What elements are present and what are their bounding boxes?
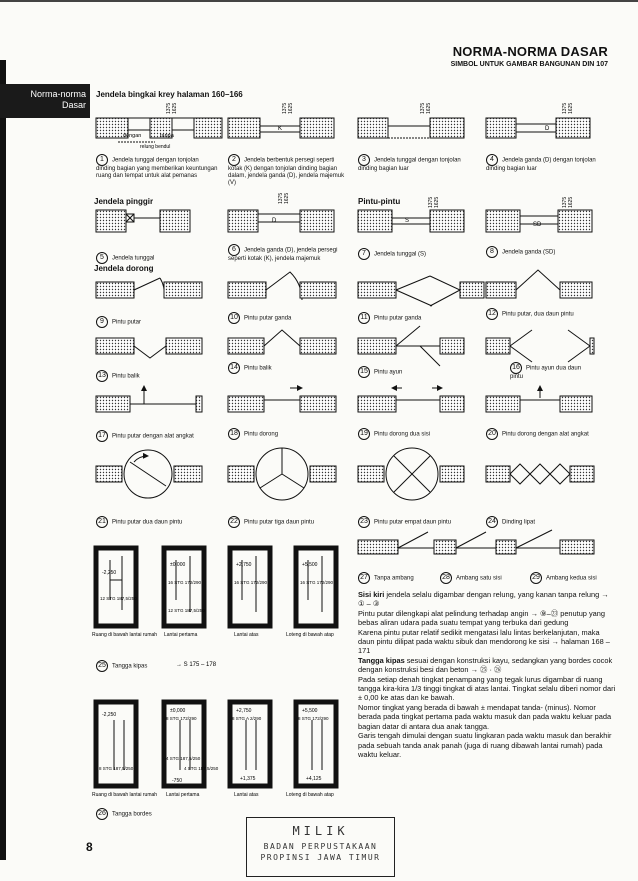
caption-27-number: 27 [358,572,370,584]
caption-5-number: 5 [96,252,108,264]
door-21 [96,450,202,498]
bordes-level-2: ±0,000 [170,708,186,714]
body-para-3 [358,628,616,656]
dim-1375-c: 1375 [420,102,426,114]
bordes-label-4: Loteng di bawah atap [286,792,334,798]
door-12 [486,270,592,298]
caption-15-text: Pintu ayun [374,369,403,376]
caption-1 [96,154,218,180]
caption-19-text: Pintu dorong dua sisi [374,431,431,438]
kipas-stg-5: 16 STG 172/290 [300,580,334,585]
dim-1375-f: 1375 [428,196,434,208]
dim-1625-d: 1625 [568,102,574,114]
kipas-stg-3: 12 STG 187,5/250 [168,608,205,613]
bordes-label-3: Lantai atas [234,792,259,798]
stamp-line-3: PROPINSI JAWA TIMUR [260,853,381,862]
dim-1375-d: 1375 [562,102,568,114]
caption-10 [228,312,318,324]
caption-1-text: Jendela tunggal dengan tonjolan dinding bagian yang memberikan keuntungan ruang dan tempat untuk alat pemanas [96,157,218,179]
dimension-marks-row2 [278,193,574,208]
door-29 [516,530,594,554]
body-para-4-bold: Tangga kipas [358,655,405,665]
caption-3 [358,154,480,173]
label-d-4: D [545,126,550,132]
bordes-level-6: +1,375 [240,776,256,782]
door-10 [228,272,336,300]
caption-25-text: Tangga kipas [112,663,148,670]
caption-24-text: Dinding lipat [502,519,536,526]
kipas-level-3: +2,750 [236,562,252,568]
side-tab-line-2: Dasar [61,100,86,110]
dim-1625-e: 1625 [284,192,290,204]
door-15 [358,326,464,366]
body-para-5-text: Pada setiap denah tingkat penampang yang tegak lurus digambar di ruang tangga kira-kira 1/3 tinggi tingkat di atas lantai. Tingkat selalu diberi nomor dari ± 0,00 ke atas dan ke bawah. [358,674,616,703]
caption-27 [358,572,438,584]
dim-1625-a: 1625 [172,102,178,114]
bordes-stg-2: 8 STG 172/290 [166,716,197,721]
caption-16-number: 16 [510,362,522,374]
page-title: NORMA-NORMA DASAR [452,44,608,59]
caption-15 [358,366,480,378]
caption-26-number: 26 [96,808,108,820]
kipas-label-4: Loteng di bawah atap [286,632,334,638]
label-dengan: dengan [123,133,142,139]
kipas-ref: → S 175 – 178 [176,662,217,668]
caption-14-text: Pintu balik [244,365,272,372]
label-d-6: D [272,218,277,224]
caption-12 [486,308,608,320]
caption-3-text: Jendela tunggal dengan tonjolan dinding bagian luar [358,157,461,172]
caption-28-number: 28 [440,572,452,584]
caption-9-text: Pintu putar [112,319,142,326]
kipas-stg-4: 16 STG 172/290 [234,580,268,585]
door-23 [358,448,464,500]
window-4 [486,118,590,138]
caption-8 [486,246,608,258]
caption-18 [228,428,350,440]
dim-1625-f: 1625 [434,196,440,208]
caption-23 [358,516,480,528]
caption-20 [486,428,616,440]
bordes-stg-6: 8 STG 172/290 [298,716,329,721]
bordes-stg-3: 4 STG 187,5/250 [166,756,201,761]
body-para-7 [358,731,616,759]
label-k: K [278,126,283,132]
page-number: 8 [86,840,93,854]
dim-1375-g: 1375 [562,196,568,208]
dim-1625-b: 1625 [288,102,294,114]
door-13 [96,338,202,358]
caption-29 [530,572,620,584]
body-para-2-text: Pintu putar dilengkapi alat pelindung terhadap angin → ⑨–㉓ penutup yang bebas aliran udara pada suatu tempat yang terbuka dari gedung [358,608,605,628]
window-7 [358,210,464,232]
door-19 [358,388,464,412]
door-14 [228,330,336,354]
bordes-label-1: Ruang di bawah lantai rumah [92,792,158,798]
caption-4 [486,154,616,173]
side-tab-line-1: Norma-norma [30,89,86,99]
body-text [358,590,616,759]
caption-8-text: Jendela ganda (SD) [502,249,556,256]
caption-8-number: 8 [486,246,498,258]
bordes-stg-1: 8 STG 187,5/250 [99,766,134,771]
caption-2-number: 2 [228,154,240,166]
bordes-stg-5: 8 STG A 2/290 [232,716,262,721]
caption-5 [96,252,218,264]
body-para-2 [358,609,616,628]
caption-7 [358,248,480,260]
door-28 [456,532,516,554]
kipas-level-1: -2,250 [102,570,117,576]
caption-23-number: 23 [358,516,370,528]
kipas-label-1: Ruang di bawah lantai rumah [92,632,158,638]
caption-28 [440,572,520,584]
dim-1625-g: 1625 [568,196,574,208]
dim-1625-c: 1625 [426,102,432,114]
caption-2 [228,154,350,187]
door-11 [358,276,484,306]
caption-25-number: 25 [96,660,108,672]
caption-21-text: Pintu putar dua daun pintu [112,519,183,526]
caption-4-number: 4 [486,154,498,166]
body-para-6 [358,703,616,731]
window-6 [228,210,334,232]
label-s: S [405,218,410,224]
caption-3-number: 3 [358,154,370,166]
section-dorong: Jendela dorong [94,264,154,273]
section-pintu: Pintu-pintu [358,197,401,206]
kipas-level-2: ±0,000 [170,562,186,568]
caption-28-text: Ambang satu sisi [456,575,502,582]
caption-13-number: 13 [96,370,108,382]
door-9 [96,278,202,298]
caption-15-number: 15 [358,366,370,378]
stairs-kipas-plans [96,548,336,626]
caption-6-text: Jendela ganda (D), jendela persegi seperti kotak (K), jendela majemuk [228,247,338,262]
stamp-line-2: BADAN PERPUSTAKAAN [263,842,378,851]
kipas-label-3: Lantai atas [234,632,259,638]
caption-12-text: Pintu putar, dua daun pintu [502,311,574,318]
caption-9 [96,316,218,328]
caption-11-text: Pintu putar ganda [374,315,422,322]
body-para-7-text: Garis tengah dimulai dengan suatu lingkaran pada waktu masuk dan berakhir pada sebuah tanda anak panah (juga di ruang dibawah lantai rumah) pada waktu keluar. [358,731,612,759]
caption-17-number: 17 [96,430,108,442]
caption-19-number: 19 [358,428,370,440]
window-8 [486,210,592,232]
bordes-label-2: Lantai pertama [166,792,200,798]
window-3 [358,118,464,138]
caption-7-text: Jendela tunggal (S) [374,251,427,258]
door-17 [96,386,202,412]
kipas-level-4: +5,500 [302,562,318,568]
caption-6-number: 6 [228,244,240,256]
body-para-1-bold: Sisi kiri [358,590,385,599]
caption-14-number: 14 [228,362,240,374]
caption-21 [96,516,218,528]
dimension-marks-row1 [166,103,574,114]
caption-23-text: Pintu putar empat daun pintu [374,519,452,526]
caption-21-number: 21 [96,516,108,528]
bordes-level-5: -750 [172,778,183,784]
caption-27-text: Tanpa ambang [374,575,414,582]
section-pinggir: Jendela pinggir [94,197,154,206]
dim-1375-b: 1375 [282,102,288,114]
caption-19 [358,428,480,440]
caption-18-number: 18 [228,428,240,440]
door-22 [228,448,336,500]
window-5 [96,210,190,232]
stamp-line-1: MILIK [292,824,349,838]
body-para-4 [358,656,616,675]
caption-26-text: Tangga bordes [112,811,152,818]
caption-17-text: Pintu putar dengan alat angkat [112,433,194,440]
page-subtitle: SIMBOL UNTUK GAMBAR BANGUNAN DIN 107 [450,61,608,68]
caption-22 [228,516,350,528]
caption-4-text: Jendela ganda (D) dengan tonjolan dinding bagian luar [486,157,596,172]
stairs-bordes-plans [96,702,336,786]
kipas-label-2: Lantai pertama [164,632,198,638]
body-para-1 [358,590,616,609]
caption-29-number: 29 [530,572,542,584]
caption-22-number: 22 [228,516,240,528]
caption-29-text: Ambang kedua sisi [546,575,597,582]
caption-17 [96,430,226,442]
caption-16-text: Pintu ayun dua daun pintu [510,365,582,380]
caption-13-text: Pintu balik [112,373,140,380]
kipas-stg-2: 16 STG 172/290 [168,580,202,585]
caption-2-text: Jendela berbentuk persegi seperti kotak (K) dengan tonjolan dinding bagian dalam, jendela ganda (D), jendela majemuk (V) [228,157,345,186]
caption-18-text: Pintu dorong [244,431,279,438]
caption-5-text: Jendela tunggal [112,255,155,262]
body-para-1-text: jendela selalu digambar dengan relung, yang kanan tanpa relung → ① – ③ [358,590,609,609]
caption-14 [228,362,350,374]
label-relung: relung bendul [140,144,171,150]
caption-6 [228,244,350,263]
caption-24-number: 24 [486,516,498,528]
caption-20-text: Pintu dorong dengan alat angkat [502,431,589,438]
body-para-5 [358,675,616,703]
dim-1375-a: 1375 [166,102,172,114]
door-27 [358,532,456,554]
label-sd: SD [533,222,542,228]
door-18 [228,388,336,412]
bordes-level-7: +4,125 [306,776,322,782]
body-para-4-text: sesuai dengan konstruksi kayu, sedangkan yang bordes cocok dengan konstruksi besi dan beton → ㉕ · ㉖ [358,655,613,675]
bordes-level-3: +2,750 [236,708,252,714]
caption-25 [96,660,176,672]
kipas-stg-1: 12 STG 187,5/250 [100,596,137,601]
caption-7-number: 7 [358,248,370,260]
bordes-stg-4: 4 STG 187,5/250 [184,766,219,771]
door-20 [486,386,592,412]
caption-13 [96,370,218,382]
caption-22-text: Pintu putar tiga daun pintu [244,519,315,526]
caption-26 [96,808,176,820]
caption-16 [510,362,590,381]
window-1 [96,118,222,142]
caption-9-number: 9 [96,316,108,328]
dim-1375-e: 1375 [278,192,284,204]
bordes-level-4: +5,500 [302,708,318,714]
caption-10-text: Pintu putar ganda [244,315,292,322]
wall-24 [486,464,594,484]
caption-10-number: 10 [228,312,240,324]
caption-1-number: 1 [96,154,108,166]
body-para-6-text: Nomor tingkat yang berada di bawah ± mendapat tanda- (minus). Nomor berada pada tingkat pertama pada waktu masuk dan pada waktu keluar pada bagian datar di antara dua anak tangga. [358,702,612,731]
label-tanpa: tanpa [160,133,174,139]
caption-12-number: 12 [486,308,498,320]
caption-20-number: 20 [486,428,498,440]
library-stamp [246,817,395,877]
section-bingkai: Jendela bingkai krey halaman 160–166 [96,90,243,99]
door-16 [486,330,594,362]
body-para-3-text: Karena pintu putar relatif sedikit mengatasi lalu lintas berkelanjutan, maka daun pintu dilipat pada waktu sibuk dan mendorong ke sisi → halaman 168 – 171 [358,627,610,656]
caption-11 [358,312,448,324]
caption-24 [486,516,608,528]
caption-11-number: 11 [358,312,370,324]
bordes-level-1: -2,250 [102,712,117,718]
